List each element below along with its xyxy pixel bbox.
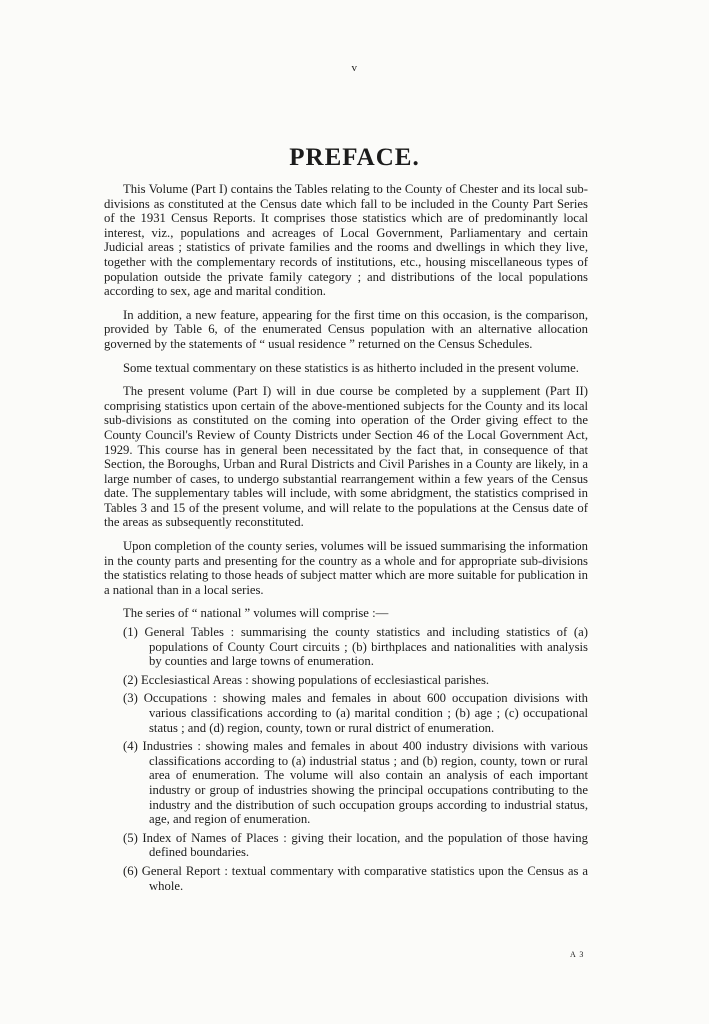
paragraph: Upon completion of the county series, volumes will be issued summarising the information in the county parts and presenting for the country as a whole and for appropriate sub-divisions the statistics relating to those heads of subject matter which are more suitable for publication in a national than in a local series. — [104, 539, 588, 597]
paragraph: In addition, a new feature, appearing for the first time on this occasion, is the comparison, provided by Table 6, of the enumerated Census population with an alternative allocation governed by the statements of “ usual residence ” returned on the Census Schedules. — [104, 307, 588, 351]
paragraph: The present volume (Part I) will in due course be completed by a supplement (Part II) comprising statistics upon certain of the above-mentioned subjects for the County and its local sub-divisions as constituted on the coming into operation of the Order giving effect to the County Council's Review of County Districts under Section 46 of the Local Government Act, 1929. This course has in general been necessitated by the fact that, in consequence of that Section, the Boroughs, Urban and Rural Districts and Civil Parishes in a County are likely, in a large number of cases, to undergo substantial rearrangement within a few years of the Census date. The supplementary tables will include, with some abridgment, the statistics comprised in Tables 3 and 15 of the present volume, and will relate to the populations at the Census date of the areas as subsequently reconstituted. — [104, 384, 588, 530]
preface-body — [104, 182, 588, 897]
paragraph: This Volume (Part I) contains the Tables relating to the County of Chester and its local sub-divisions as constituted at the Census date which fall to be included in the County Part Series of the 1931 Census Reports. It comprises those statistics which are of predominantly local interest, viz., populations and acreages of Local Government, Parliamentary and certain Judicial areas ; statistics of private families and the rooms and dwellings in which they live, together with the complementary records of institutions, etc., housing miscellaneous types of population outside the private family category ; and distributions of the local populations according to sex, age and marital condition. — [104, 182, 588, 299]
list-item: (4) Industries : showing males and females in about 400 industry divisions with various classifications according to (a) industrial status ; and (b) region, county, town or rural area of enumeration. The volume will also contain an analysis of each important industry or group of industries showing the principal occupations contributing to the industry and the distribution of such occupation groups according to industrial status, age, and region of enumeration. — [123, 739, 588, 827]
list-item: (2) Ecclesiastical Areas : showing populations of ecclesiastical parishes. — [123, 672, 490, 687]
list-item: (6) General Report : textual commentary with comparative statistics upon the Census as a whole. — [123, 863, 588, 893]
paragraph: Some textual commentary on these statistics is as hitherto included in the present volume. — [123, 360, 579, 375]
list-item: (1) General Tables : summarising the county statistics and including statistics of (a) populations of County Court circuits ; (b) birthplaces and nationalities with analysis by counties and large towns of enumeration. — [123, 625, 588, 669]
list-item: (3) Occupations : showing males and females in about 600 occupation divisions with various classifications according to (a) marital condition ; (b) age ; (c) occupational status ; and (d) region, county, town or rural district of enumeration. — [123, 691, 588, 735]
signature-mark: A 3 — [570, 950, 585, 959]
page-title: PREFACE. — [289, 144, 420, 171]
national-volumes-list — [104, 625, 588, 893]
list-intro: The series of “ national ” volumes will comprise :— — [123, 606, 389, 621]
page-number: v — [351, 62, 358, 74]
list-item: (5) Index of Names of Places : giving their location, and the population of those having defined boundaries. — [123, 830, 588, 860]
